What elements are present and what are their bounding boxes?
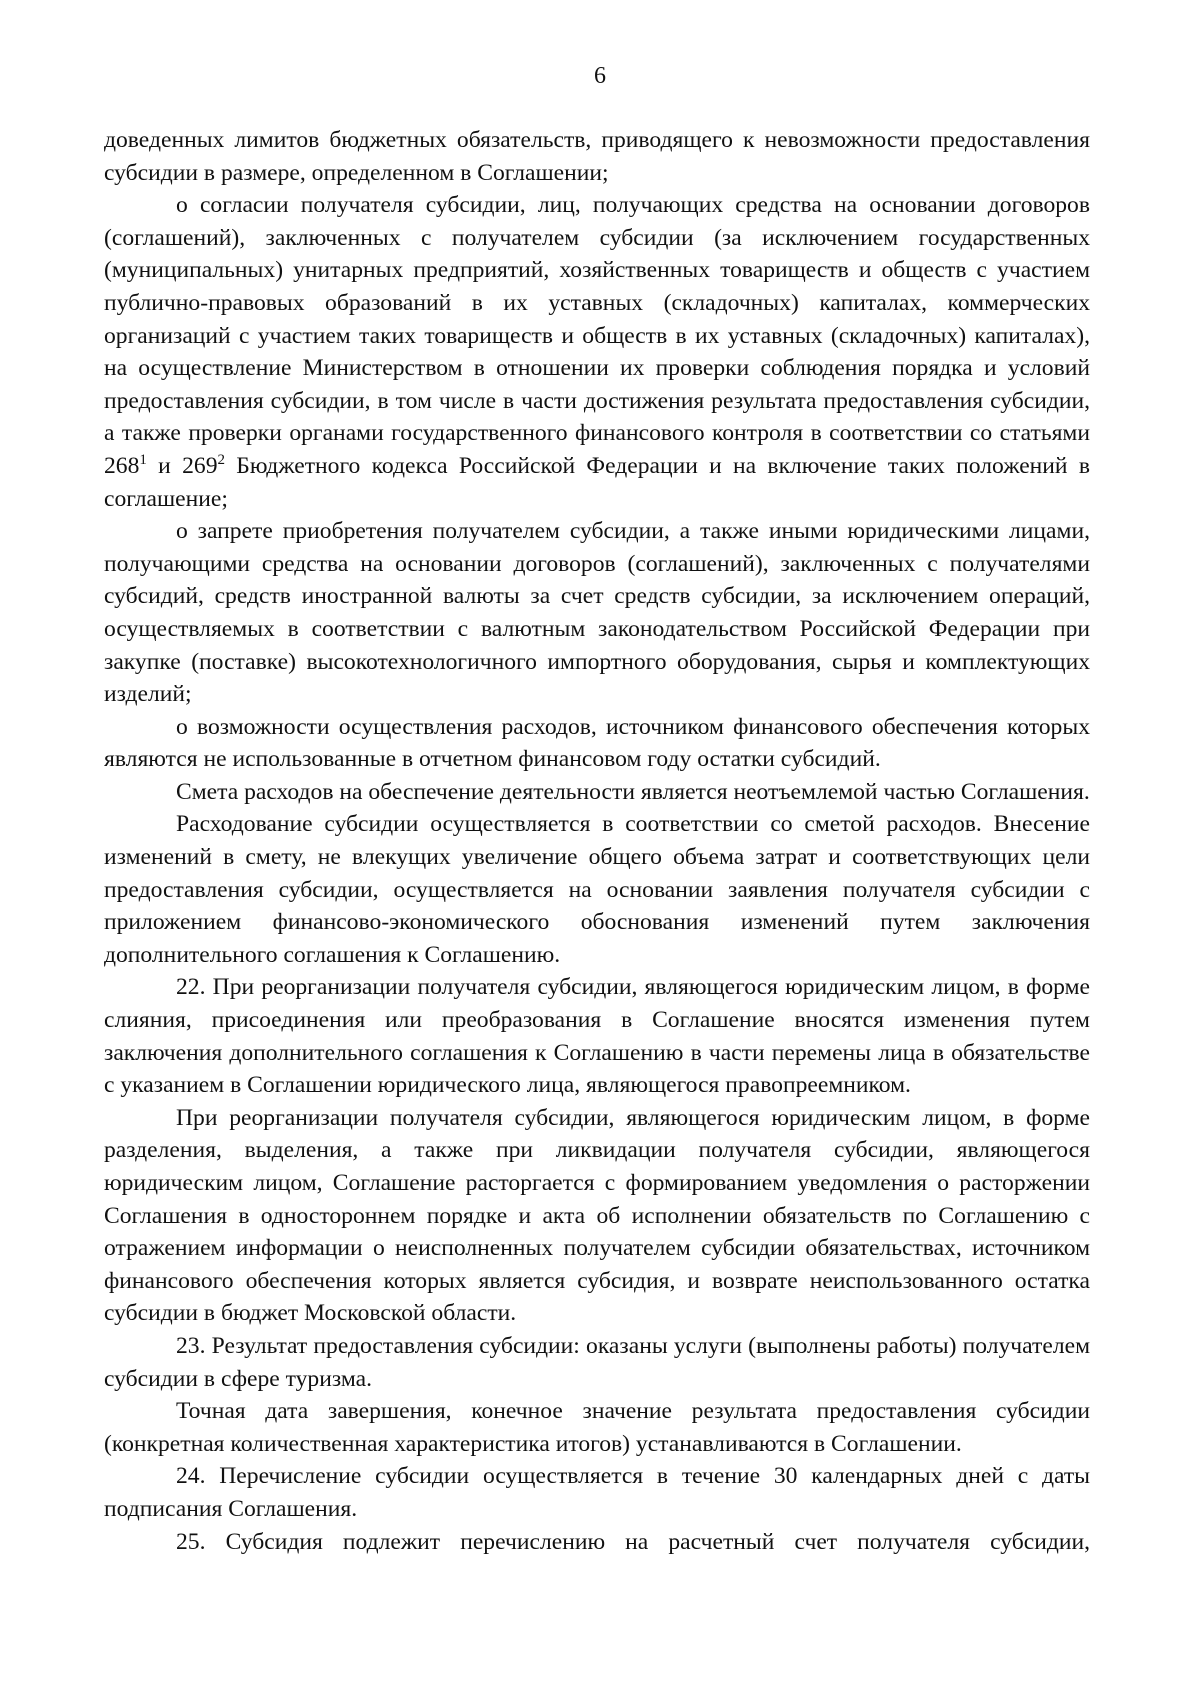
page-number: 6 — [594, 63, 606, 89]
paragraph-23-result: 23. Результат предоставления субсидии: оказаны услуги (выполнены работы) получателем субсидии в сфере туризма. — [104, 1332, 1090, 1392]
paragraph-consent-to-audit — [104, 189, 1090, 515]
article-superscript-2: 2 — [217, 451, 225, 468]
article-number-269: 269 — [182, 452, 218, 479]
paragraph-consent-tail: Бюджетного кодекса Российской Федерации и на включение таких положений в соглашение; — [104, 452, 1090, 512]
paragraph-limits-continuation: доведенных лимитов бюджетных обязательств, приводящего к невозможности предоставления субсидии в размере, определенном в Соглашении; — [104, 127, 1090, 186]
paragraph-cost-estimate: Смета расходов на обеспечение деятельности является неотъемлемой частью Соглашения. — [176, 778, 1090, 805]
paragraph-spending-per-estimate: Расходование субсидии осуществляется в соответствии со сметой расходов. Внесение изменений в смету, не влекущих увеличение общего объема затрат и соответствующих цели предоставления субсидии, осуществляется на основании заявления получателя субсидии с приложением финансово-экономического обоснования изменений путем заключения дополнительного соглашения к Соглашению. — [104, 811, 1090, 968]
conjunction-and: и — [146, 452, 183, 479]
article-number-268: 268 — [104, 452, 140, 479]
paragraph-unused-balances: о возможности осуществления расходов, источником финансового обеспечения которых являются не использованные в отчетном финансовом году остатки субсидий. — [104, 713, 1090, 773]
paragraph-24-transfer-period: 24. Перечисление субсидии осуществляется в течение 30 календарных дней с даты подписания Соглашения. — [104, 1463, 1090, 1522]
paragraph-completion-date: Точная дата завершения, конечное значение результата предоставления субсидии (конкретная количественная характеристика итогов) устанавливаются в Соглашении. — [104, 1398, 1090, 1457]
paragraph-reorganization-division: При реорганизации получателя субсидии, являющегося юридическим лицом, в форме разделения, выделения, а также при ликвидации получателя субсидии, являющегося юридическим лицом, Соглашение расторгается с формированием уведомления о расторжении Соглашения в одностороннем порядке и акта об исполнении обязательств по Соглашению с отражением информации о неисполненных получателем субсидии обязательствах, источником финансового обеспечения которых является субсидия, и возврате неиспользованного остатка субсидии в бюджет Московской области. — [104, 1104, 1090, 1327]
paragraph-25-transfer-account: 25. Субсидия подлежит перечислению на расчетный счет получателя субсидии, — [176, 1528, 1090, 1555]
paragraph-22-reorganization-merger: 22. При реорганизации получателя субсидии, являющегося юридическим лицом, в форме слияния, присоединения или преобразования в Соглашение вносятся изменения путем заключения дополнительного соглашения к Соглашению в части перемены лица в обязательстве с указанием в Соглашении юридического лица, являющегося правопреемником. — [104, 974, 1090, 1099]
document-body — [104, 124, 1090, 1558]
paragraph-consent-text: о согласии получателя субсидии, лиц, получающих средства на основании договоров (соглашений), заключенных с получателем субсидии (за исключением государственных (муниципальных) унитарных предприятий, хозяйственных товариществ и обществ с участием публично-правовых образований в их уставных (складочных) капиталах, коммерческих организаций с участием таких товариществ и обществ в их уставных (складочных) капиталах), на осуществление Министерством в отношении их проверки соблюдения порядка и условий предоставления субсидии, в том числе в части достижения результата предоставления субсидии, а также проверки органами государственного финансового контроля в соответствии со статьями — [104, 192, 1090, 447]
article-superscript-1: 1 — [139, 451, 147, 468]
paragraph-currency-ban: о запрете приобретения получателем субсидии, а также иными юридическими лицами, получающими средства на основании договоров (соглашений), заключенных с получателями субсидий, средств иностранной валюты за счет средств субсидии, за исключением операций, осуществляемых в соответствии с валютным законодательством Российской Федерации при закупке (поставке) высокотехнологичного импортного оборудования, сырья и комплектующих изделий; — [104, 518, 1090, 708]
